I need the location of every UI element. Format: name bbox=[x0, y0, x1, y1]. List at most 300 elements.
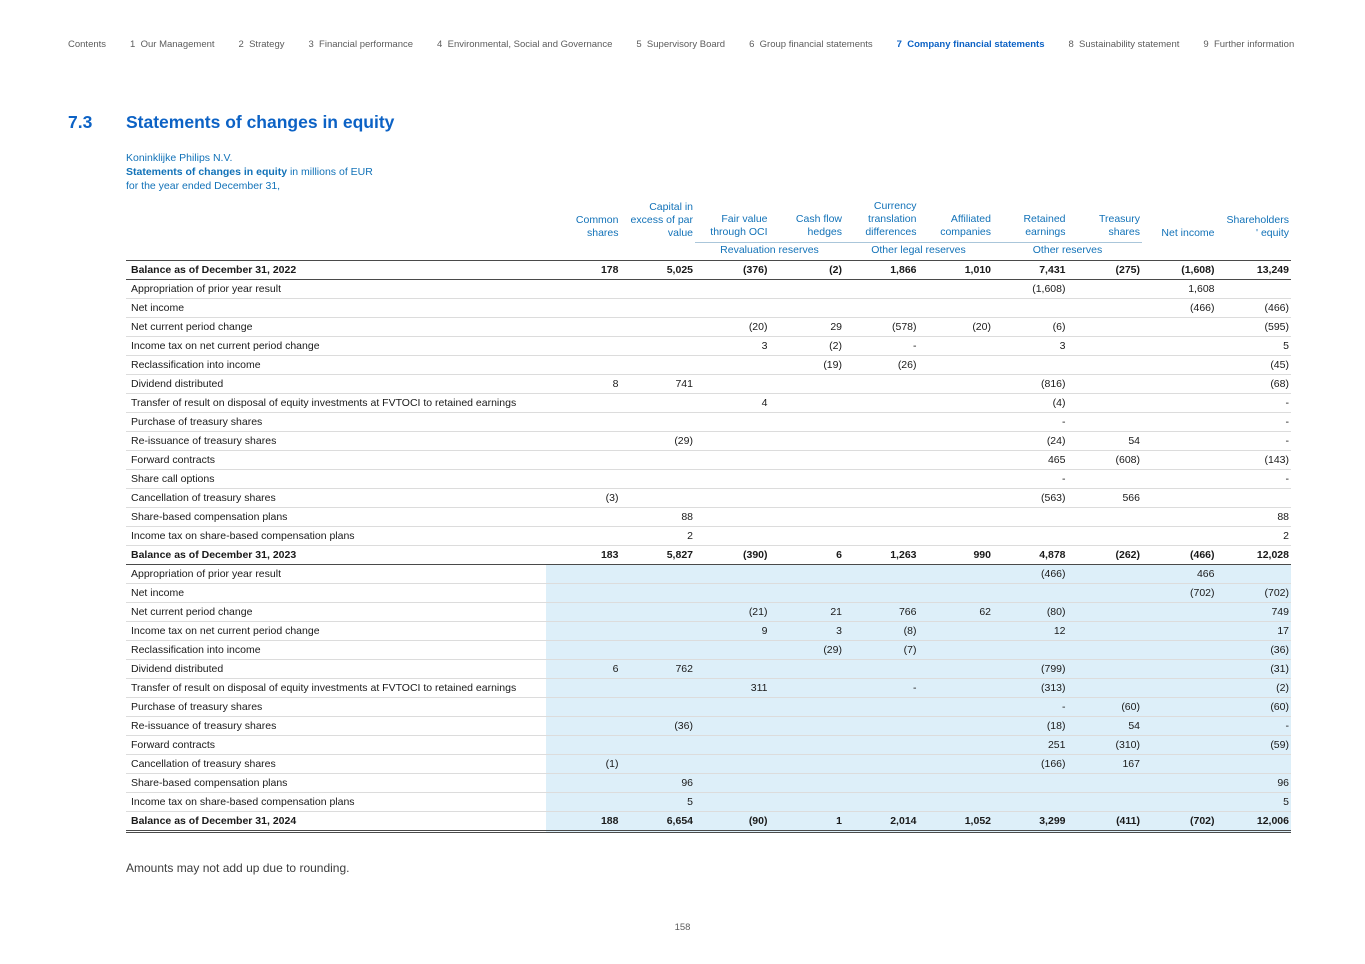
cell bbox=[546, 679, 621, 698]
cell bbox=[695, 508, 770, 527]
cell: 13,249 bbox=[1217, 261, 1292, 280]
cell bbox=[1142, 489, 1217, 508]
column-header: Affiliated companies bbox=[940, 213, 991, 238]
column-header: Treasury shares bbox=[1098, 213, 1140, 238]
cell bbox=[993, 299, 1068, 318]
cell: (80) bbox=[993, 603, 1068, 622]
table-row bbox=[126, 489, 1291, 508]
cell bbox=[1142, 337, 1217, 356]
cell bbox=[1068, 280, 1143, 299]
cell: (59) bbox=[1217, 736, 1292, 755]
table-row bbox=[126, 527, 1291, 546]
nav-item[interactable]: Contents bbox=[68, 39, 107, 50]
cell: 2 bbox=[621, 527, 696, 546]
cell: 9 bbox=[695, 622, 770, 641]
row-label: Balance as of December 31, 2022 bbox=[126, 261, 546, 280]
table-row bbox=[126, 565, 1291, 584]
cell: 183 bbox=[546, 546, 621, 565]
cell bbox=[1068, 356, 1143, 375]
cell bbox=[1068, 299, 1143, 318]
cell: (20) bbox=[919, 318, 994, 337]
cell: - bbox=[844, 337, 919, 356]
cell bbox=[919, 755, 994, 774]
cell bbox=[695, 641, 770, 660]
cell: 54 bbox=[1068, 717, 1143, 736]
cell: 188 bbox=[546, 812, 621, 832]
cell bbox=[1142, 508, 1217, 527]
cell bbox=[695, 432, 770, 451]
cell: 88 bbox=[1217, 508, 1292, 527]
cell: 29 bbox=[770, 318, 845, 337]
cell bbox=[919, 793, 994, 812]
nav-item[interactable]: 8 Sustainability statement bbox=[1068, 39, 1180, 50]
cell: 4 bbox=[695, 394, 770, 413]
table-row bbox=[126, 356, 1291, 375]
cell: 5 bbox=[1217, 793, 1292, 812]
column-header: Net income bbox=[1161, 226, 1215, 239]
footnote: Amounts may not add up due to rounding. bbox=[126, 861, 350, 875]
cell: (2) bbox=[770, 261, 845, 280]
group-header: Other reserves bbox=[993, 243, 1142, 261]
column-header: Retained earnings bbox=[1023, 213, 1066, 238]
cell bbox=[1068, 793, 1143, 812]
cell bbox=[1217, 755, 1292, 774]
cell bbox=[844, 280, 919, 299]
cell bbox=[1142, 451, 1217, 470]
cell: (2) bbox=[1217, 679, 1292, 698]
cell bbox=[919, 470, 994, 489]
cell bbox=[919, 299, 994, 318]
cell bbox=[1217, 280, 1292, 299]
cell: 766 bbox=[844, 603, 919, 622]
row-label: Dividend distributed bbox=[126, 375, 546, 394]
cell: 88 bbox=[621, 508, 696, 527]
cell: (466) bbox=[1142, 546, 1217, 565]
cell bbox=[770, 451, 845, 470]
cell bbox=[1068, 375, 1143, 394]
cell bbox=[919, 280, 994, 299]
cell bbox=[844, 489, 919, 508]
cell: 12,006 bbox=[1217, 812, 1292, 832]
cell bbox=[770, 717, 845, 736]
cell: (313) bbox=[993, 679, 1068, 698]
cell: 5,025 bbox=[621, 261, 696, 280]
cell bbox=[695, 660, 770, 679]
cell bbox=[770, 698, 845, 717]
row-label: Transfer of result on disposal of equity investments at FVTOCI to retained earnings bbox=[126, 394, 546, 413]
row-label: Net income bbox=[126, 299, 546, 318]
cell bbox=[695, 527, 770, 546]
row-label: Share-based compensation plans bbox=[126, 508, 546, 527]
table-row bbox=[126, 394, 1291, 413]
cell bbox=[919, 413, 994, 432]
cell: 4,878 bbox=[993, 546, 1068, 565]
cell: (816) bbox=[993, 375, 1068, 394]
table-intro bbox=[126, 151, 1291, 193]
cell bbox=[919, 337, 994, 356]
cell: (411) bbox=[1068, 812, 1143, 832]
cell bbox=[1068, 774, 1143, 793]
cell: (143) bbox=[1217, 451, 1292, 470]
cell bbox=[546, 299, 621, 318]
cell bbox=[546, 527, 621, 546]
row-label: Balance as of December 31, 2023 bbox=[126, 546, 546, 565]
cell bbox=[993, 641, 1068, 660]
cell bbox=[621, 356, 696, 375]
cell bbox=[844, 698, 919, 717]
column-header: Fair value through OCI bbox=[710, 213, 768, 238]
cell: 1 bbox=[770, 812, 845, 832]
cell: (595) bbox=[1217, 318, 1292, 337]
cell bbox=[621, 413, 696, 432]
row-label: Re-issuance of treasury shares bbox=[126, 432, 546, 451]
row-label: Cancellation of treasury shares bbox=[126, 755, 546, 774]
table-row bbox=[126, 451, 1291, 470]
cell: (19) bbox=[770, 356, 845, 375]
cell bbox=[1142, 356, 1217, 375]
table-row bbox=[126, 774, 1291, 793]
cell: (466) bbox=[1142, 299, 1217, 318]
cell bbox=[844, 375, 919, 394]
cell: - bbox=[993, 698, 1068, 717]
cell: 62 bbox=[919, 603, 994, 622]
cell bbox=[621, 622, 696, 641]
cell: 21 bbox=[770, 603, 845, 622]
cell: 749 bbox=[1217, 603, 1292, 622]
table-row bbox=[126, 337, 1291, 356]
cell bbox=[546, 470, 621, 489]
cell bbox=[844, 413, 919, 432]
cell bbox=[695, 565, 770, 584]
row-label: Net current period change bbox=[126, 603, 546, 622]
cell bbox=[1068, 660, 1143, 679]
cell: 7,431 bbox=[993, 261, 1068, 280]
cell: 1,052 bbox=[919, 812, 994, 832]
cell bbox=[993, 356, 1068, 375]
cell: (702) bbox=[1217, 584, 1292, 603]
row-label: Cancellation of treasury shares bbox=[126, 489, 546, 508]
cell bbox=[770, 394, 845, 413]
cell bbox=[1142, 318, 1217, 337]
cell: 311 bbox=[695, 679, 770, 698]
cell: (1,608) bbox=[1142, 261, 1217, 280]
row-label: Appropriation of prior year result bbox=[126, 565, 546, 584]
cell: 6 bbox=[546, 660, 621, 679]
cell: (24) bbox=[993, 432, 1068, 451]
cell: 1,263 bbox=[844, 546, 919, 565]
cell bbox=[919, 698, 994, 717]
table-row bbox=[126, 318, 1291, 337]
cell: (2) bbox=[770, 337, 845, 356]
table-row bbox=[126, 299, 1291, 318]
row-label: Income tax on share-based compensation plans bbox=[126, 793, 546, 812]
row-label: Income tax on net current period change bbox=[126, 337, 546, 356]
cell: (376) bbox=[695, 261, 770, 280]
cell: 566 bbox=[1068, 489, 1143, 508]
cell bbox=[621, 584, 696, 603]
cell: (578) bbox=[844, 318, 919, 337]
row-label: Income tax on net current period change bbox=[126, 622, 546, 641]
cell bbox=[1068, 508, 1143, 527]
cell: (21) bbox=[695, 603, 770, 622]
cell bbox=[770, 660, 845, 679]
row-label: Transfer of result on disposal of equity investments at FVTOCI to retained earnings bbox=[126, 679, 546, 698]
cell bbox=[1068, 679, 1143, 698]
cell bbox=[919, 622, 994, 641]
cell bbox=[546, 565, 621, 584]
row-label: Forward contracts bbox=[126, 451, 546, 470]
cell bbox=[1142, 755, 1217, 774]
cell: 1,010 bbox=[919, 261, 994, 280]
cell bbox=[695, 413, 770, 432]
cell: (563) bbox=[993, 489, 1068, 508]
row-label: Purchase of treasury shares bbox=[126, 698, 546, 717]
cell bbox=[1142, 717, 1217, 736]
table-row bbox=[126, 698, 1291, 717]
table-row bbox=[126, 470, 1291, 489]
cell bbox=[695, 717, 770, 736]
cell: (20) bbox=[695, 318, 770, 337]
cell bbox=[621, 565, 696, 584]
cell bbox=[919, 394, 994, 413]
cell: 466 bbox=[1142, 565, 1217, 584]
cell: (36) bbox=[621, 717, 696, 736]
cell: - bbox=[1217, 717, 1292, 736]
cell: 762 bbox=[621, 660, 696, 679]
cell: 3 bbox=[770, 622, 845, 641]
cell bbox=[621, 337, 696, 356]
cell bbox=[770, 432, 845, 451]
table-row bbox=[126, 622, 1291, 641]
cell bbox=[546, 698, 621, 717]
table-row bbox=[126, 736, 1291, 755]
cell bbox=[546, 774, 621, 793]
table-title-line bbox=[126, 165, 1291, 179]
nav-item[interactable]: 5 Supervisory Board bbox=[636, 39, 726, 50]
table-row bbox=[126, 755, 1291, 774]
cell: 178 bbox=[546, 261, 621, 280]
cell: 12,028 bbox=[1217, 546, 1292, 565]
cell: 1,608 bbox=[1142, 280, 1217, 299]
cell: 96 bbox=[1217, 774, 1292, 793]
cell bbox=[770, 280, 845, 299]
cell bbox=[695, 375, 770, 394]
group-header-spacer bbox=[546, 243, 621, 261]
cell bbox=[1068, 394, 1143, 413]
cell bbox=[770, 565, 845, 584]
nav-item[interactable]: 2 Strategy bbox=[238, 39, 285, 50]
cell bbox=[770, 299, 845, 318]
cell bbox=[919, 641, 994, 660]
cell: 17 bbox=[1217, 622, 1292, 641]
cell: 167 bbox=[1068, 755, 1143, 774]
cell bbox=[919, 432, 994, 451]
cell bbox=[770, 508, 845, 527]
cell: (7) bbox=[844, 641, 919, 660]
cell bbox=[1142, 394, 1217, 413]
cell bbox=[844, 660, 919, 679]
cell bbox=[844, 774, 919, 793]
cell bbox=[695, 774, 770, 793]
table-row bbox=[126, 717, 1291, 736]
column-header: Common shares bbox=[575, 213, 619, 239]
cell: (1) bbox=[546, 755, 621, 774]
cell bbox=[919, 451, 994, 470]
table-subtitle: for the year ended December 31, bbox=[126, 180, 281, 192]
cell: 465 bbox=[993, 451, 1068, 470]
table-row bbox=[126, 641, 1291, 660]
cell bbox=[919, 736, 994, 755]
cell bbox=[546, 584, 621, 603]
cell bbox=[844, 508, 919, 527]
cell bbox=[844, 717, 919, 736]
table-row bbox=[126, 679, 1291, 698]
column-header: Currency translation differences bbox=[865, 200, 917, 238]
cell bbox=[919, 508, 994, 527]
cell: 6 bbox=[770, 546, 845, 565]
cell bbox=[770, 736, 845, 755]
cell bbox=[546, 318, 621, 337]
cell bbox=[844, 299, 919, 318]
nav-item[interactable]: 1 Our Management bbox=[130, 39, 215, 50]
cell: (466) bbox=[1217, 299, 1292, 318]
cell: (29) bbox=[621, 432, 696, 451]
cell: (18) bbox=[993, 717, 1068, 736]
row-label: Reclassification into income bbox=[126, 356, 546, 375]
cell bbox=[546, 717, 621, 736]
cell: (6) bbox=[993, 318, 1068, 337]
cell: (262) bbox=[1068, 546, 1143, 565]
cell bbox=[844, 793, 919, 812]
cell bbox=[1142, 375, 1217, 394]
cell: (68) bbox=[1217, 375, 1292, 394]
cell: - bbox=[1217, 432, 1292, 451]
cell bbox=[621, 755, 696, 774]
section-number: 7.3 bbox=[68, 112, 93, 132]
cell bbox=[770, 527, 845, 546]
row-label: Re-issuance of treasury shares bbox=[126, 717, 546, 736]
cell: - bbox=[1217, 394, 1292, 413]
cell: (702) bbox=[1142, 584, 1217, 603]
cell bbox=[1142, 470, 1217, 489]
cell bbox=[546, 413, 621, 432]
column-header: Shareholders ' equity bbox=[1226, 213, 1289, 239]
cell: - bbox=[993, 413, 1068, 432]
cell bbox=[621, 679, 696, 698]
cell bbox=[695, 356, 770, 375]
cell bbox=[1068, 318, 1143, 337]
cell bbox=[919, 717, 994, 736]
cell bbox=[546, 603, 621, 622]
cell bbox=[770, 774, 845, 793]
cell bbox=[919, 356, 994, 375]
cell: (166) bbox=[993, 755, 1068, 774]
nav-item[interactable]: 6 Group financial statements bbox=[749, 39, 873, 50]
cell bbox=[546, 508, 621, 527]
group-header: Other legal reserves bbox=[844, 243, 993, 261]
table-row bbox=[126, 261, 1291, 280]
cell bbox=[993, 793, 1068, 812]
row-label: Purchase of treasury shares bbox=[126, 413, 546, 432]
cell: 96 bbox=[621, 774, 696, 793]
cell: 741 bbox=[621, 375, 696, 394]
cell bbox=[1068, 584, 1143, 603]
cell bbox=[1068, 565, 1143, 584]
cell: 8 bbox=[546, 375, 621, 394]
equity-table bbox=[126, 200, 1291, 833]
cell bbox=[1142, 622, 1217, 641]
cell bbox=[695, 489, 770, 508]
cell: 3 bbox=[695, 337, 770, 356]
cell bbox=[1142, 603, 1217, 622]
cell bbox=[621, 451, 696, 470]
column-header: Capital in excess of par value bbox=[630, 200, 693, 239]
cell: (799) bbox=[993, 660, 1068, 679]
page-number: 158 bbox=[674, 922, 691, 933]
row-label: Reclassification into income bbox=[126, 641, 546, 660]
cell bbox=[919, 774, 994, 793]
cell bbox=[919, 565, 994, 584]
column-header: Cash flow hedges bbox=[795, 213, 842, 238]
cell bbox=[1142, 736, 1217, 755]
row-label: Share-based compensation plans bbox=[126, 774, 546, 793]
cell: (60) bbox=[1068, 698, 1143, 717]
cell: (26) bbox=[844, 356, 919, 375]
cell bbox=[770, 470, 845, 489]
row-label: Share call options bbox=[126, 470, 546, 489]
nav-item[interactable]: 4 Environmental, Social and Governance bbox=[437, 39, 613, 50]
table-row bbox=[126, 603, 1291, 622]
cell: - bbox=[1217, 470, 1292, 489]
cell bbox=[993, 508, 1068, 527]
top-nav bbox=[68, 39, 1305, 50]
cell bbox=[993, 774, 1068, 793]
cell bbox=[621, 299, 696, 318]
table-row bbox=[126, 546, 1291, 565]
nav-item[interactable]: 7 Company financial statements bbox=[896, 39, 1045, 50]
cell bbox=[1068, 527, 1143, 546]
nav-item[interactable]: 9 Further information bbox=[1203, 39, 1295, 50]
table-row bbox=[126, 432, 1291, 451]
row-label: Forward contracts bbox=[126, 736, 546, 755]
cell bbox=[919, 660, 994, 679]
cell: - bbox=[993, 470, 1068, 489]
cell bbox=[1142, 527, 1217, 546]
nav-item[interactable]: 3 Financial performance bbox=[308, 39, 414, 50]
cell bbox=[770, 793, 845, 812]
cell: 2 bbox=[1217, 527, 1292, 546]
cell: (29) bbox=[770, 641, 845, 660]
cell bbox=[621, 394, 696, 413]
cell bbox=[546, 394, 621, 413]
cell bbox=[546, 356, 621, 375]
table-row bbox=[126, 508, 1291, 527]
row-label: Appropriation of prior year result bbox=[126, 280, 546, 299]
cell: 54 bbox=[1068, 432, 1143, 451]
cell bbox=[1142, 641, 1217, 660]
cell bbox=[1142, 698, 1217, 717]
cell bbox=[621, 698, 696, 717]
section-heading bbox=[68, 112, 394, 133]
group-header-spacer bbox=[1217, 243, 1292, 261]
cell: (36) bbox=[1217, 641, 1292, 660]
table-row bbox=[126, 812, 1291, 832]
cell: (1,608) bbox=[993, 280, 1068, 299]
cell bbox=[919, 489, 994, 508]
cell bbox=[621, 489, 696, 508]
cell: 5 bbox=[621, 793, 696, 812]
cell bbox=[695, 698, 770, 717]
